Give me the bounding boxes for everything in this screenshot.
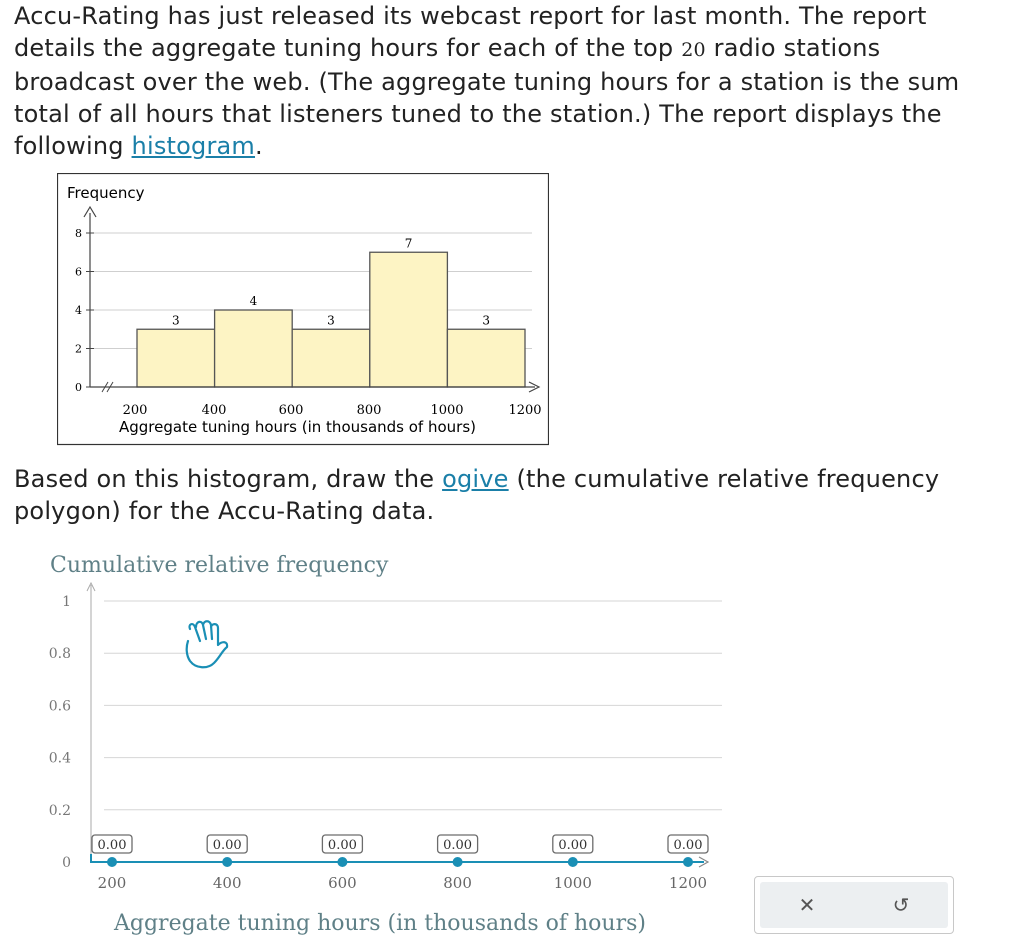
undo-button[interactable] bbox=[879, 887, 923, 923]
ogive-value-label: 0.00 bbox=[327, 838, 357, 853]
ogive-graph[interactable] bbox=[0, 545, 760, 935]
ogive-value-label: 0.00 bbox=[97, 838, 127, 853]
histogram-bar bbox=[292, 329, 370, 387]
hand-outline bbox=[187, 621, 227, 667]
ogive-point[interactable] bbox=[222, 857, 232, 867]
ogive-x-tick-label: 1000 bbox=[553, 874, 592, 892]
ogive-value-label: 0.00 bbox=[443, 838, 473, 853]
ogive-y-tick-label: 1 bbox=[62, 594, 71, 610]
question-intro: Accu-Rating has just released its webcast report for last month. The report details the aggregate tuning hours for each of the top bbox=[14, 2, 927, 62]
ogive-x-axis bbox=[91, 854, 704, 862]
histogram-bar-label: 7 bbox=[404, 236, 413, 251]
histogram-x-tick-label: 1000 bbox=[430, 403, 464, 418]
period: . bbox=[255, 132, 263, 160]
ogive-y-tick-label: 0.8 bbox=[48, 646, 71, 663]
ogive-x-tick-label: 800 bbox=[443, 874, 472, 892]
histogram-bar bbox=[447, 329, 525, 387]
ogive-x-tick-label: 600 bbox=[328, 874, 357, 892]
histogram-y-tick-label: 0 bbox=[75, 381, 82, 394]
question-intro-cont: radio stations broadcast over the web. (The aggregate tuning hours for a station is the sum total of all hours that listeners tuned to the station.) The report displays the following bbox=[14, 34, 960, 160]
instruction-before: Based on this histogram, draw the bbox=[14, 465, 435, 493]
ogive-x-tick-label: 200 bbox=[97, 874, 127, 892]
question-text bbox=[14, 0, 1004, 162]
histogram-bar-label: 3 bbox=[482, 313, 491, 328]
histogram-x-tick-label: 800 bbox=[356, 403, 382, 418]
ogive-y-tick-label: 0.4 bbox=[48, 750, 71, 767]
graph-toolbar bbox=[754, 876, 954, 934]
ogive-point[interactable] bbox=[568, 857, 578, 867]
hand-cursor-icon bbox=[187, 621, 227, 667]
histogram-y-tick-label: 2 bbox=[75, 342, 82, 356]
ogive-x-tick-label: 400 bbox=[212, 874, 242, 892]
histogram-bar bbox=[137, 329, 215, 387]
histogram-x-label: Aggregate tuning hours (in thousands of hours) bbox=[119, 418, 476, 436]
histogram-x-tick-label: 200 bbox=[122, 403, 148, 418]
histogram-bar bbox=[215, 310, 293, 387]
histogram-bar-label: 3 bbox=[171, 313, 180, 328]
histogram-x-tick-label: 1200 bbox=[508, 403, 542, 418]
ogive-point[interactable] bbox=[683, 857, 693, 867]
close-icon: ✕ bbox=[798, 893, 816, 917]
ogive-point[interactable] bbox=[453, 857, 463, 867]
ogive-y-tick-label: 0.6 bbox=[48, 698, 71, 715]
ogive-x-tick-label: 1200 bbox=[668, 874, 708, 892]
ogive-point[interactable] bbox=[107, 857, 117, 867]
ogive-point[interactable] bbox=[337, 857, 347, 867]
ogive-y-tick-label: 0 bbox=[62, 855, 71, 871]
instruction-after: (the cumulative relative frequency polygon) for the Accu-Rating data. bbox=[14, 465, 940, 525]
histogram-y-tick-label: 8 bbox=[75, 227, 82, 240]
ogive-value-label: 0.00 bbox=[673, 838, 703, 853]
histogram-y-label: Frequency bbox=[67, 184, 145, 202]
ogive-value-label: 0.00 bbox=[558, 838, 588, 853]
instruction-text bbox=[14, 463, 1004, 527]
clear-button[interactable] bbox=[785, 887, 829, 923]
ogive-y-label: Cumulative relative frequency bbox=[50, 553, 389, 578]
undo-icon: ↺ bbox=[892, 893, 910, 917]
histogram-y-tick-label: 4 bbox=[75, 304, 82, 317]
ogive-y-tick-label: 0.2 bbox=[48, 802, 71, 819]
histogram-bar-label: 3 bbox=[327, 313, 335, 328]
ogive-value-label: 0.00 bbox=[212, 838, 242, 853]
histogram-bar bbox=[370, 252, 448, 387]
ogive-x-label: Aggregate tuning hours (in thousands of hours) bbox=[114, 911, 646, 935]
histogram-link[interactable]: histogram bbox=[131, 132, 256, 160]
station-count: 20 bbox=[681, 39, 706, 61]
histogram-x-tick-label: 600 bbox=[278, 403, 304, 418]
histogram-chart bbox=[57, 173, 549, 446]
histogram-bar-label: 4 bbox=[249, 294, 258, 308]
histogram-y-tick-label: 6 bbox=[75, 265, 82, 279]
ogive-link[interactable]: ogive bbox=[442, 465, 509, 493]
histogram-x-tick-label: 400 bbox=[201, 403, 227, 418]
